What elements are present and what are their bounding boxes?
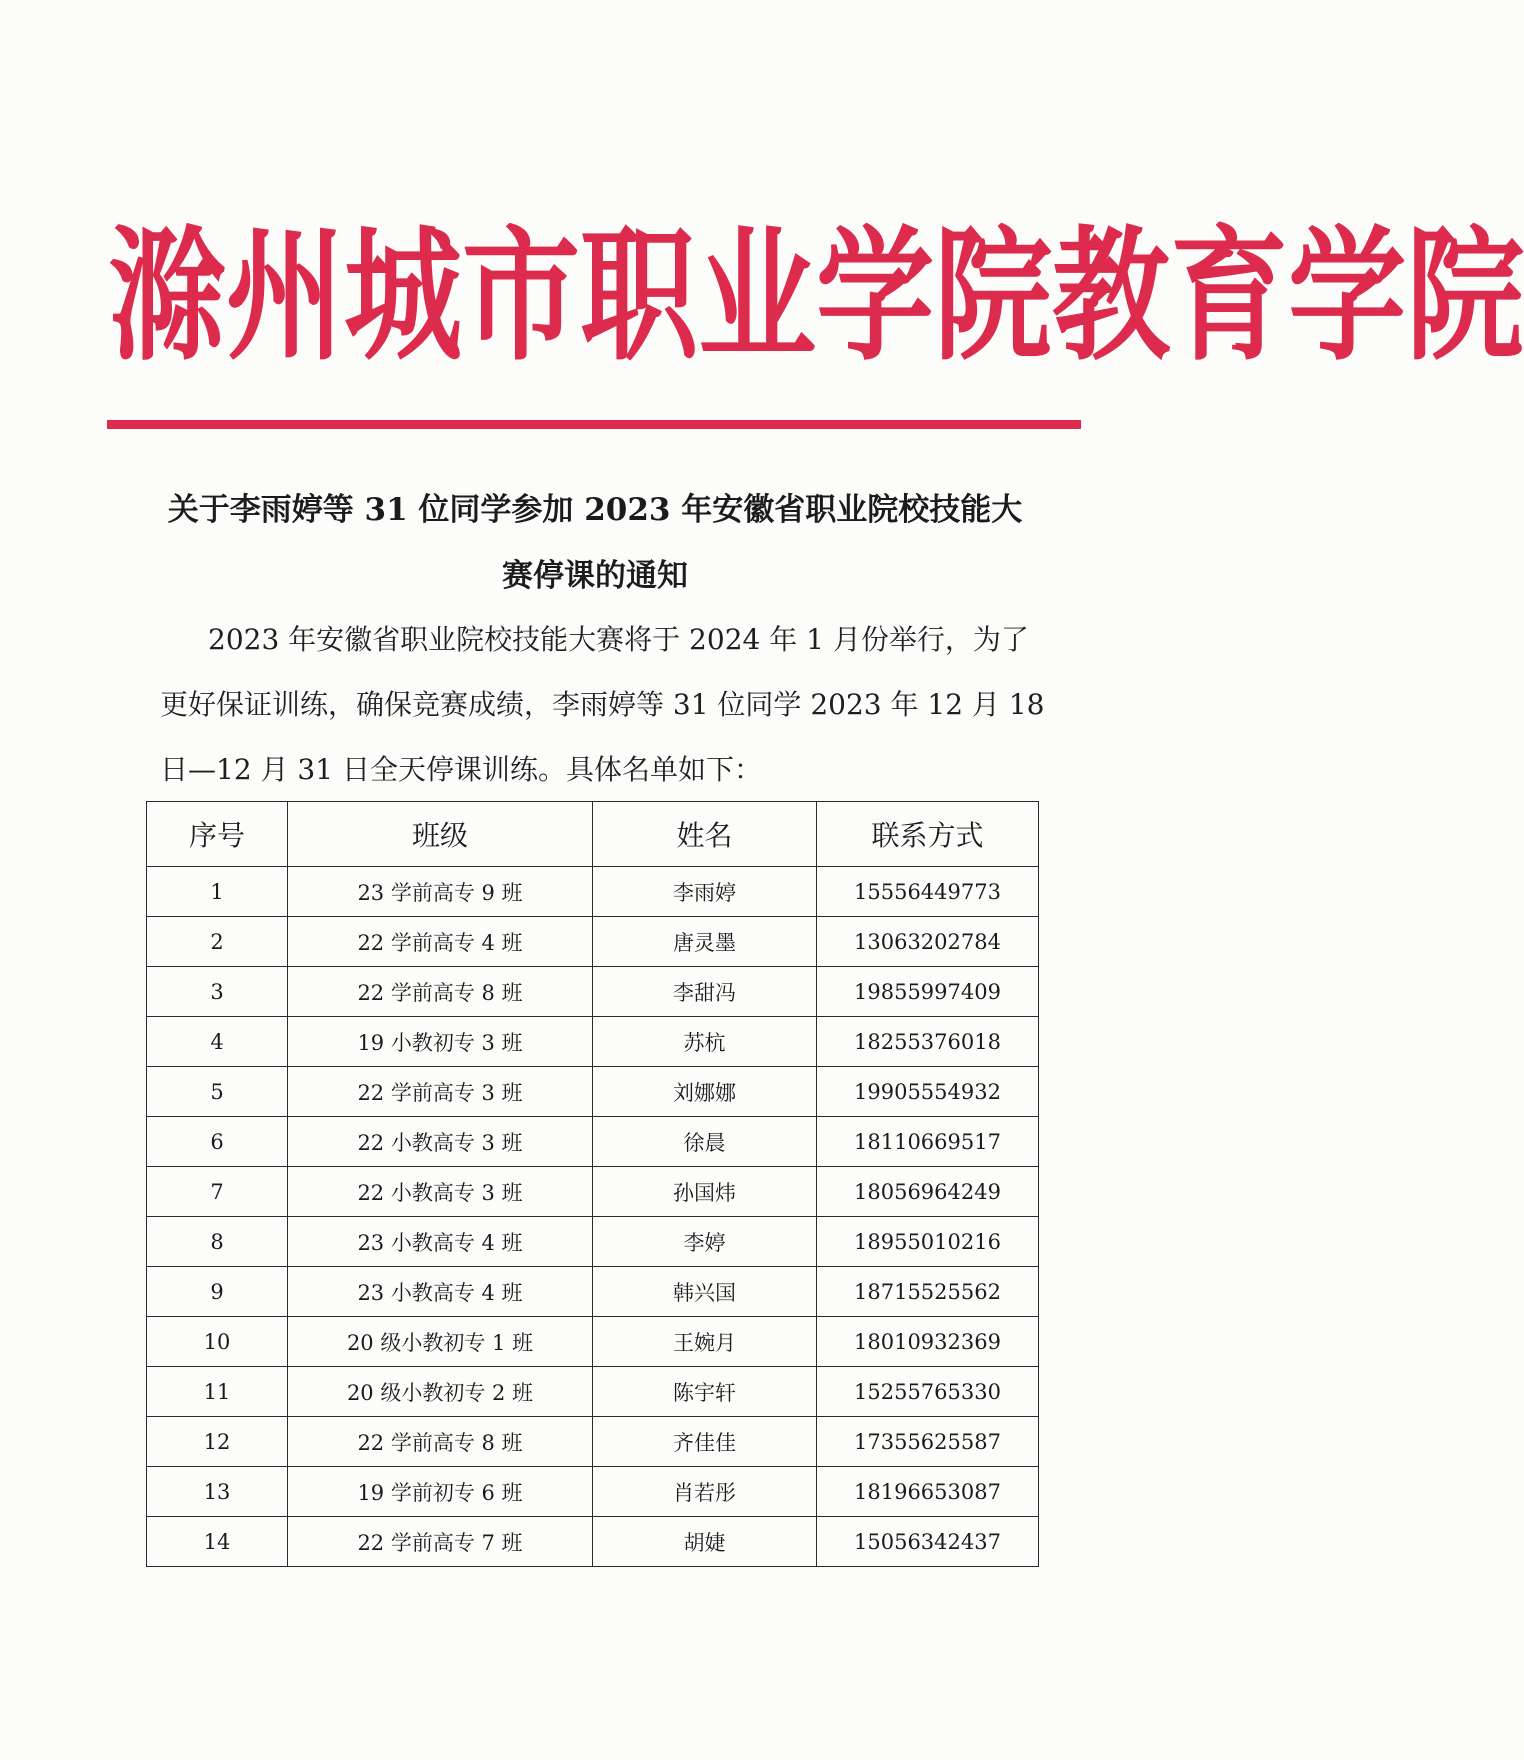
masthead-char: 职 (580, 210, 699, 381)
table-row (147, 1467, 1039, 1517)
cell-serial-number: 11 (147, 1367, 288, 1417)
table-header-row (147, 802, 1039, 867)
cell-name: 韩兴国 (593, 1267, 817, 1317)
notice-title-line-1: 关于李雨婷等 31 位同学参加 2023 年安徽省职业院校技能大 (167, 492, 1023, 528)
table-row (147, 1067, 1039, 1117)
cell-name: 李雨婷 (593, 867, 817, 917)
cell-class: 22 学前高专 3 班 (288, 1067, 593, 1117)
cell-name: 胡婕 (593, 1517, 817, 1567)
cell-name: 李婷 (593, 1217, 817, 1267)
cell-contact: 18056964249 (817, 1167, 1039, 1217)
table-row (147, 1517, 1039, 1567)
cell-class: 22 小教高专 3 班 (288, 1117, 593, 1167)
cell-name: 刘娜娜 (593, 1067, 817, 1117)
cell-name: 齐佳佳 (593, 1417, 817, 1467)
table-row (147, 967, 1039, 1017)
table-row (147, 1167, 1039, 1217)
cell-name: 肖若彤 (593, 1467, 817, 1517)
cell-serial-number: 4 (147, 1017, 288, 1067)
cell-class: 20 级小教初专 1 班 (288, 1317, 593, 1367)
table-row (147, 867, 1039, 917)
cell-name: 唐灵墨 (593, 917, 817, 967)
table-row (147, 1267, 1039, 1317)
cell-serial-number: 5 (147, 1067, 288, 1117)
cell-contact: 13063202784 (817, 917, 1039, 967)
institution-masthead (108, 210, 1524, 381)
cell-contact: 18196653087 (817, 1467, 1039, 1517)
cell-class: 22 学前高专 8 班 (288, 1417, 593, 1467)
cell-class: 22 学前高专 7 班 (288, 1517, 593, 1567)
cell-serial-number: 6 (147, 1117, 288, 1167)
cell-serial-number: 8 (147, 1217, 288, 1267)
cell-serial-number: 13 (147, 1467, 288, 1517)
table-row (147, 1367, 1039, 1417)
table-row (147, 1417, 1039, 1467)
cell-name: 王婉月 (593, 1317, 817, 1367)
cell-contact: 17355625587 (817, 1417, 1039, 1467)
masthead-char: 学 (816, 210, 935, 381)
cell-contact: 19905554932 (817, 1067, 1039, 1117)
cell-contact: 15556449773 (817, 867, 1039, 917)
masthead-char: 城 (344, 210, 463, 381)
cell-class: 23 小教高专 4 班 (288, 1267, 593, 1317)
cell-class: 19 学前初专 6 班 (288, 1467, 593, 1517)
cell-class: 22 学前高专 8 班 (288, 967, 593, 1017)
cell-serial-number: 9 (147, 1267, 288, 1317)
cell-class: 19 小教初专 3 班 (288, 1017, 593, 1067)
cell-serial-number: 2 (147, 917, 288, 967)
cell-contact: 18010932369 (817, 1317, 1039, 1367)
notice-paragraph-line-1: 2023 年安徽省职业院校技能大赛将于 2024 年 1 月份举行，为了 (208, 623, 1029, 656)
student-list-table (146, 801, 1039, 1567)
cell-class: 20 级小教初专 2 班 (288, 1367, 593, 1417)
cell-contact: 18110669517 (817, 1117, 1039, 1167)
masthead-char: 业 (698, 210, 817, 381)
table-row (147, 1317, 1039, 1367)
masthead-char: 市 (462, 210, 581, 381)
cell-contact: 18715525562 (817, 1267, 1039, 1317)
header-contact: 联系方式 (817, 802, 1039, 867)
header-name: 姓名 (593, 802, 817, 867)
cell-contact: 18255376018 (817, 1017, 1039, 1067)
cell-contact: 15255765330 (817, 1367, 1039, 1417)
masthead-char: 滁 (108, 210, 227, 381)
masthead-char: 州 (226, 210, 345, 381)
masthead-char: 教 (1052, 210, 1171, 381)
cell-class: 22 小教高专 3 班 (288, 1167, 593, 1217)
cell-class: 23 小教高专 4 班 (288, 1217, 593, 1267)
masthead-char: 院 (934, 210, 1053, 381)
cell-name: 李甜冯 (593, 967, 817, 1017)
table-row (147, 1117, 1039, 1167)
table-row (147, 917, 1039, 967)
cell-class: 22 学前高专 4 班 (288, 917, 593, 967)
cell-name: 陈宇轩 (593, 1367, 817, 1417)
header-class: 班级 (288, 802, 593, 867)
cell-serial-number: 14 (147, 1517, 288, 1567)
notice-paragraph-line-2: 更好保证训练，确保竞赛成绩，李雨婷等 31 位同学 2023 年 12 月 18 (160, 688, 1045, 721)
notice-title-line-2: 赛停课的通知 (502, 558, 688, 594)
table-row (147, 1217, 1039, 1267)
masthead-char: 院 (1406, 210, 1524, 381)
cell-serial-number: 12 (147, 1417, 288, 1467)
red-divider-line (107, 420, 1081, 429)
cell-contact: 15056342437 (817, 1517, 1039, 1567)
notice-paragraph-line-3: 日—12 月 31 日全天停课训练。具体名单如下： (160, 753, 762, 786)
cell-contact: 19855997409 (817, 967, 1039, 1017)
cell-name: 苏杭 (593, 1017, 817, 1067)
masthead-char: 育 (1170, 210, 1289, 381)
cell-contact: 18955010216 (817, 1217, 1039, 1267)
cell-name: 孙国炜 (593, 1167, 817, 1217)
header-serial-number: 序号 (147, 802, 288, 867)
cell-name: 徐晨 (593, 1117, 817, 1167)
masthead-char: 学 (1288, 210, 1407, 381)
cell-serial-number: 10 (147, 1317, 288, 1367)
table-row (147, 1017, 1039, 1067)
cell-serial-number: 1 (147, 867, 288, 917)
cell-class: 23 学前高专 9 班 (288, 867, 593, 917)
cell-serial-number: 7 (147, 1167, 288, 1217)
cell-serial-number: 3 (147, 967, 288, 1017)
